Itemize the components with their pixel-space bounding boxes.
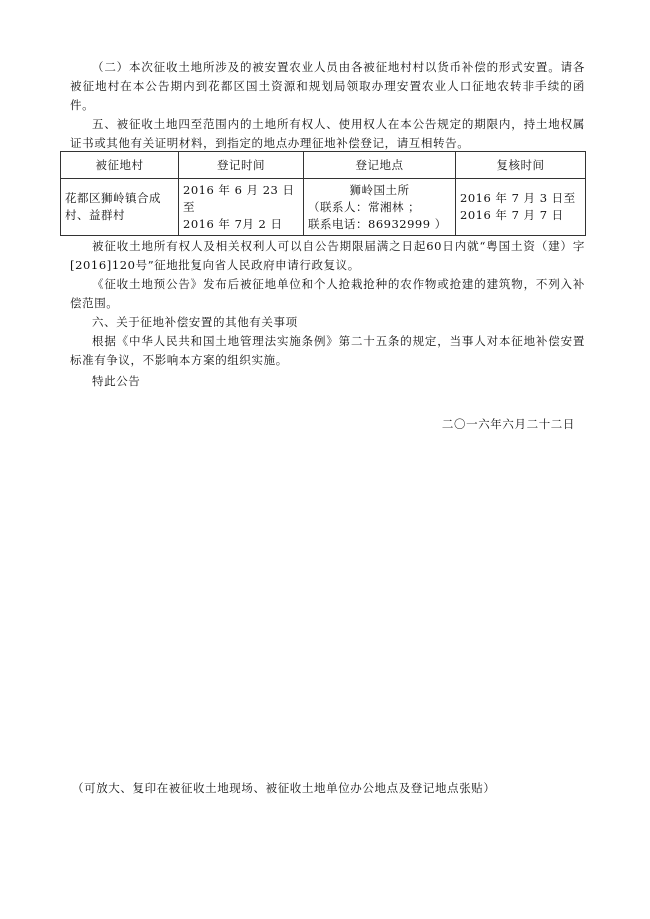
review-time-end: 2016 年 7 月 7 日	[460, 208, 564, 222]
notice-date: 二〇一六年六月二十二日	[441, 417, 575, 431]
paragraph-pre-notice: 《征收土地预公告》发布后被征地单位和个人抢栽抢种的农作物或抢建的建筑物，不列入补偿范围。	[70, 277, 585, 310]
footer-note: （可放大、复印在被征收土地现场、被征收土地单位办公地点及登记地点张贴）	[72, 781, 496, 795]
cell-village: 花都区狮岭镇合成村、益群村	[61, 179, 179, 236]
closing-text: 特此公告	[92, 374, 141, 388]
reg-place-phone: 联系电话：86932999 ）	[308, 216, 447, 231]
paragraph-regulation: 根据《中华人民共和国土地管理法实施条例》第二十五条的规定，当事人对本征地补偿安置标准有争议，不影响本方案的组织实施。	[70, 334, 585, 367]
table-row	[61, 179, 586, 236]
paragraph-resettlement: （二）本次征收土地所涉及的被安置农业人员由各被征地村村以货币补偿的形式安置。请各被征地村在本公告期内到花都区国土资源和规划局领取办理安置农业人口征地农转非手续的函件。	[70, 60, 585, 112]
header-review-time: 复核时间	[456, 152, 586, 179]
header-reg-time: 登记时间	[179, 152, 304, 179]
header-village: 被征地村	[61, 152, 179, 179]
section-heading-six: 六、关于征地补偿安置的其他有关事项	[92, 315, 298, 329]
registration-table	[60, 151, 586, 236]
cell-reg-time	[179, 179, 304, 236]
cell-review-time	[456, 179, 586, 236]
reg-place-name: 狮岭国土所	[349, 182, 410, 197]
cell-reg-place	[304, 179, 456, 236]
paragraph-registration: 五、被征收土地四至范围内的土地所有权人、使用权人在本公告规定的期限内，持土地权属证书或其他有关证明材料，到指定的地点办理征地补偿登记，请互相转告。	[70, 117, 585, 150]
paragraph-reconsideration: 被征收土地所有权人及相关权利人可以自公告期限届满之日起60日内就“粤国土资（建）字[2016]120号”征地批复向省人民政府申请行政复议。	[70, 239, 585, 272]
review-time-start: 2016 年 7 月 3 日至	[460, 191, 576, 205]
reg-place-contact: （联系人：常湘林 ；	[308, 199, 421, 214]
reg-time-start: 2016 年 6 月 23 日至	[183, 182, 295, 214]
reg-time-end: 2016 年 7月 2 日	[183, 216, 283, 231]
table-header-row	[61, 152, 586, 179]
header-reg-place: 登记地点	[304, 152, 456, 179]
